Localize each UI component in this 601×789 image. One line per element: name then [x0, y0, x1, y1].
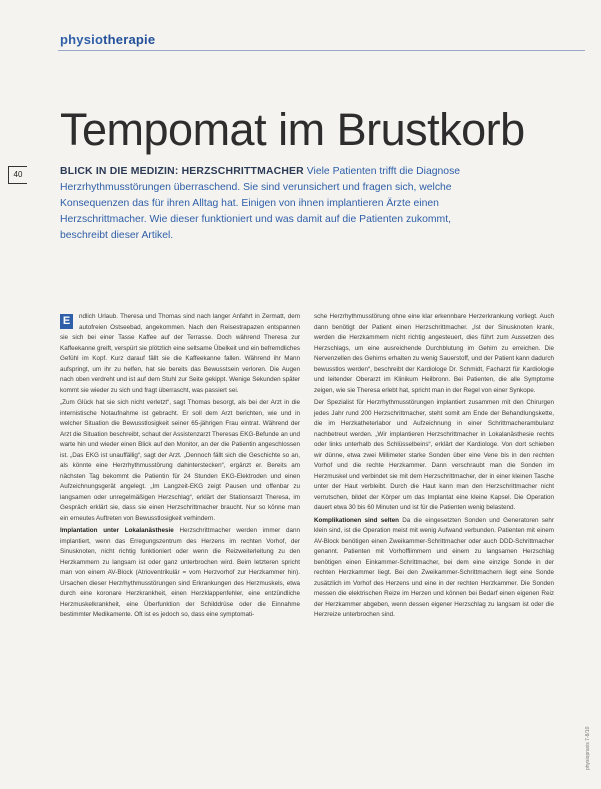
body-paragraph-text: ndlich Urlaub. Theresa und Thomas sind nach langer Anfahrt in Zermatt, dem autofreien Ostseebad, angekommen. Nach den Reisestrapazen entspannen sie sich bei einer Tasse Kaffee auf der Terrasse. Doch während Theresa zur Kaffeekanne greift, verspürt sie plötzlich eine seltsame Übelkeit und ein befremdliches Gefühl im Kopf. Kurz darauf fällt sie die Kaffeekanne fallen. Während ihr Mann aufspringt, um ihr zu helfen, hat sie bereits das Bewusstsein verloren. Die Augen nach oben verdreht und ist auf dem Stuhl zur Seite gekippt. Wenige Sekunden später kommt sie wieder zu sich und fragt überrascht, was passiert sei. — [60, 313, 300, 394]
section-tag-suffix: therapie — [103, 32, 156, 47]
subhead-komplikationen: Komplikationen sind selten — [314, 516, 399, 524]
body-paragraph — [314, 516, 554, 621]
subhead-implantation: Implantation unter Lokalanästhesie — [60, 527, 174, 534]
side-credit: physiopraxis 7-8/10 — [585, 726, 591, 770]
drop-cap: E — [60, 314, 73, 329]
article-lead — [60, 164, 490, 244]
body-paragraph — [60, 526, 300, 621]
page-number: 40 — [8, 166, 27, 184]
section-tag-prefix: physio — [60, 32, 104, 47]
subhead-text: Herzschrittmacher werden immer dann implantiert, wenn das Erregungszentrum des Herzens im rechten Vorhof, der Sinusknoten, nicht richtig funktioniert oder wenn die Reizweiterleitung zu den Herzkammern zu langsam ist oder ganz unterbrochen wird. Beim letzteren spricht man von einem AV-Block (Atrioventrikulär = vom Herzvorhof zur Herzkammer hin). Ursachen dieser Herzrhythmusstörungen sind Erkrankungen des Herzmuskels, etwa durch eine koronare Herzkrankheit, einen Herzklappenfehler, eine entzündliche Herzmuskelkrankheit, eine Überfunktion der Schilddrüse oder die Einnahme bestimmter Medikamente. Oft ist es jedoch so, dass eine symptomati- — [60, 527, 300, 618]
body-paragraph: Der Spezialist für Herzrhythmusstörungen implantiert zusammen mit den Chirurgen jedes Jahr rund 200 Herzschrittmacher, steht somit am Ende der Behandlungskette, die im Herzkatheterlabor und Aufzeichnung in einer Schrittmacherambulanz nachbetreut werden. „Wir implantieren Herzschrittmacher in Lokalanästhesie rechts oder links unterhalb des Schlüsselbeins“, erklärt der Kardiologe. Von dort schieben wir dünne, etwa zwei Millimeter starke Sonden über eine Vene bis in den rechten Vorhof und die rechte Herzkammer. Dann verschraubt man die Sonden im Herzmuskel und verbindet sie mit dem Herzschrittmacher, der in einer kleinen Tasche unter der Haut verbleibt. Durch die Haut kann man den Herzschrittmacher nicht verrutschen, bildet der Körper um das Implantat eine kleine Kapsel. Die Operation dauert etwa 30 bis 60 Minuten und ist für die Patienten wenig belastend. — [314, 399, 554, 511]
subhead-text: Da die eingesetzten Sonden und Generatoren sehr klein sind, ist die Operation meist mit wenig Aufwand verbunden. Patienten mit einem AV-Block benötigen einen Zweikammer-Schrittmacher oder auch DDD-Schrittmacher genannt. Patienten mit Vorhofflimmern und einem zu langsamen Herzschlag benötigen einen Einkammer-Schrittmacher, bei dem eine einzige Sonde in der rechten Herzkammer liegt. Bei den Zweikammer-Schrittmachern liegt eine Sonde zusätzlich im Vorhof des Herzens und eine in der rechten Herzkammer. Die Sonden messen die elektrischen Reize im Herzen und können bei Bedarf einen eigenen Reiz der Herzkammer abgeben, wenn dessen eigener Herzschlag zu langsam ist oder die Herzreize unterbrochen sind. — [314, 516, 555, 618]
body-paragraph — [60, 312, 300, 396]
header-rule — [58, 50, 585, 51]
lead-text: Viele Patienten trifft die Diagnose Herzrhythmusstörungen überraschend. Sie sind verunsichert und fragen sich, welche Konsequenzen das für ihren Alltag hat. Einigen von ihnen implantieren Ärzte einen Herzschrittmacher. Wie dieser funktioniert und was damit auf die Patienten zukommt, beschreibt dieser Artikel. — [60, 166, 461, 241]
body-column-left — [60, 312, 300, 623]
body-column-right — [314, 312, 554, 623]
body-paragraph: sche Herzrhythmusstörung ohne eine klar erkennbare Herzerkrankung vorliegt. Auch dann benötigt der Patient einen Herzschrittmacher. „Ist der Sinusknoten krank, werden die Herzkammern nicht richtig angesteuert, dies führt zum Aussetzen des Herzschlags, um eine ausreichende Durchblutung im Gehirn zu erreichen. Die Nervenzellen des Gehirns erhalten zu wenig Sauerstoff, und der Patient kann dadurch bewusstlos werden“, beschreibt der Kardiologe Dr. Schmidt, Facharzt für Kardiologie und leitender Oberarzt im Klinikum Heilbronn. Bei Patienten, die alle Symptome zeigen, wie sie Theresa erlebt hat, spricht man in der Regel von einer Synkope. — [314, 313, 555, 394]
section-tag — [60, 32, 155, 47]
body-paragraph: „Zum Glück hat sie sich nicht verletzt“, sagt Thomas besorgt, als bei der Arzt in die internistische Notaufnahme ist gebracht. Er soll dem Arzt berichten, wie und in welcher Situation die Bewusstlosigkeit seiner 65-jährigen Frau eintrat. Während der Arzt die Situation beschreibt, schaut der Assistenzarzt Theresas EKG-Befunde an und warte hin und wieder einen Blick auf den Monitor, an der die Patientin angeschlossen ist. „Das EKG ist unauffällig“, sagt der Arzt. „Dennoch fällt sich die Geschichte so an, als könnte eine Herzrhythmusstörung dahinterstecken“, ergänzt er. Bereits am nächsten Tag bekommt die Patientin für 24 Stunden EKG-Elektroden und einen Aufzeichnungsgerät angelegt. „Im Langzeit-EKG zeigt Pausen und offenbar zu langsamen oder unregelmäßigen Herzschlag“, erklärt der Stationsarzt Theresa, im Gespräch erklärt sie, dass sie einen Herzschrittmacher braucht. Nur so könne man ein erneutes Auftreten von Bewusstlosigkeit verhindern. — [60, 399, 300, 522]
lead-kicker: BLICK IN DIE MEDIZIN: HERZSCHRITTMACHER — [60, 166, 304, 177]
article-title: Tempomat im Brustkorb — [60, 104, 525, 155]
